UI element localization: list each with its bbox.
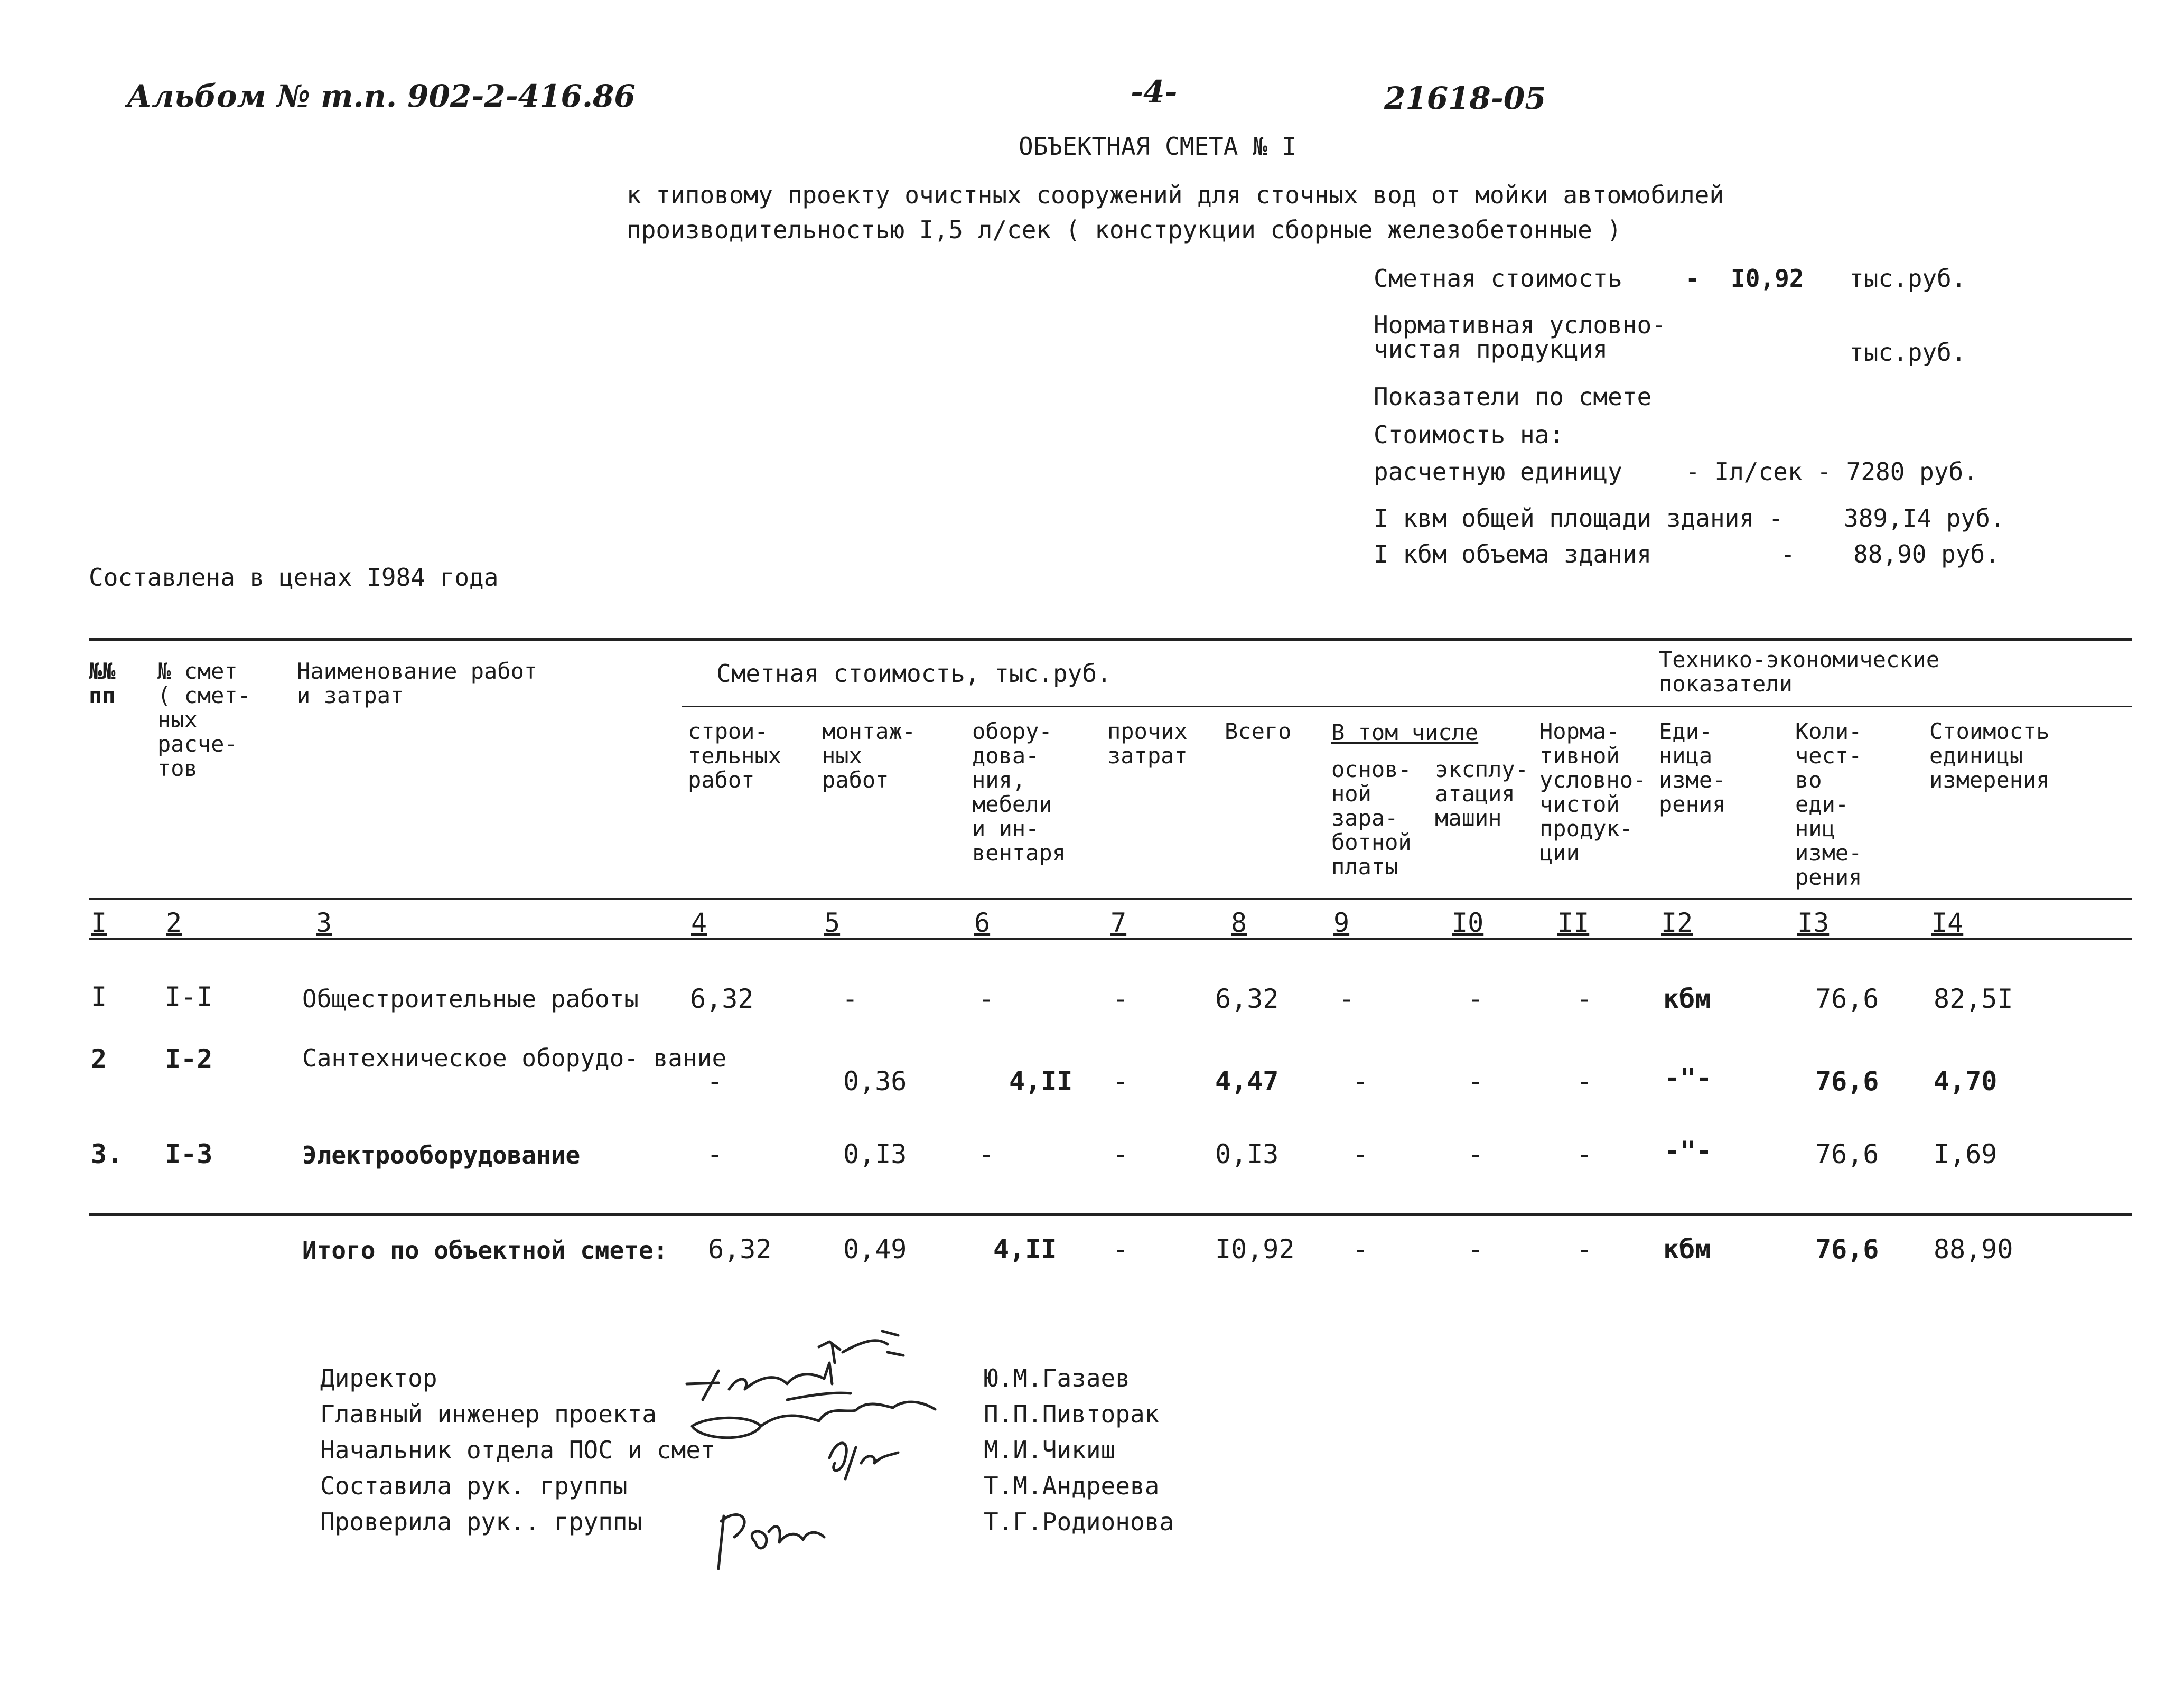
header-estimate-number: № смет ( смет- ных расче- тов (157, 658, 251, 781)
cost-other: - (1113, 1066, 1129, 1097)
total-quantity: 76,6 (1815, 1234, 1879, 1265)
cost-equipment: - (978, 1139, 995, 1169)
cost-dash: - (1685, 264, 1700, 293)
cost-machines: - (1468, 984, 1484, 1014)
calc-unit-value: - Iл/сек - 7280 руб. (1685, 457, 1978, 486)
unit-cost: 4,70 (1934, 1066, 1998, 1097)
estimate-number: I-2 (165, 1044, 213, 1074)
area-label: I квм общей площади здания - (1374, 504, 1784, 532)
header-machines: эксплу- атация машин (1435, 756, 1529, 831)
total-top-rule (89, 1213, 2132, 1216)
header-unit-cost: Стоимость единицы измерения (1929, 718, 2050, 793)
quantity: 76,6 (1815, 1066, 1879, 1097)
name-compiled-by: Т.М.Андреева (984, 1472, 1160, 1500)
cost-group-rule (682, 706, 1669, 707)
column-number: 6 (974, 907, 991, 938)
position-checked-by: Проверила рук.. группы (320, 1508, 642, 1536)
total-wages: - (1352, 1234, 1369, 1265)
work-name: Сантехническое оборудо- вание (302, 1044, 727, 1072)
page-number: -4- (1131, 74, 1178, 110)
row-number: 2 (91, 1044, 107, 1074)
prices-note: Составлена в ценах I984 года (89, 563, 499, 592)
normative-product: - (1576, 1066, 1593, 1097)
document-number: 21618-05 (1384, 80, 1546, 116)
normative-product: - (1576, 1139, 1593, 1169)
cost-construction: - (707, 1139, 723, 1169)
normative-product: - (1576, 984, 1593, 1014)
album-reference: Альбом № т.п. 902-2-416.86 (127, 78, 636, 114)
subtitle-line-1: к типовому проекту очистных сооружений для сточных вод от мойки автомобилей (627, 181, 1724, 209)
quantity: 76,6 (1815, 984, 1879, 1014)
header-mounting: монтаж- ных работ (822, 718, 916, 793)
header-bottom-rule (89, 898, 2132, 900)
header-construction: строи- тельных работ (688, 718, 782, 793)
total-cost: I0,92 (1215, 1234, 1295, 1265)
position-department-head: Начальник отдела ПОС и смет (320, 1436, 715, 1464)
cost-wages: - (1352, 1066, 1369, 1097)
total-other: - (1113, 1234, 1129, 1265)
cost-equipment: 4,II (1009, 1066, 1073, 1097)
tech-group-rule (1659, 706, 2132, 707)
position-compiled-by: Составила рук. группы (320, 1472, 628, 1500)
column-number: 3 (316, 907, 332, 938)
total-normative-product: - (1576, 1234, 1593, 1265)
column-number: I4 (1931, 907, 1964, 938)
column-number: 7 (1110, 907, 1127, 938)
volume-label: I кбм объема здания (1374, 540, 1652, 568)
cost-label: Сметная стоимость (1374, 264, 1622, 293)
unit: кбм (1663, 984, 1711, 1014)
cost-total: 6,32 (1215, 984, 1279, 1014)
estimate-number: I-3 (165, 1139, 213, 1169)
column-number: I0 (1452, 907, 1484, 938)
unit: -"- (1664, 1136, 1712, 1166)
cost-other: - (1113, 984, 1129, 1014)
total-construction: 6,32 (708, 1234, 772, 1265)
cost-other: - (1113, 1139, 1129, 1169)
calc-unit-label: расчетную единицу (1374, 457, 1622, 486)
total-unit: кбм (1663, 1234, 1711, 1265)
nup-unit: тыс.руб. (1849, 338, 1966, 367)
column-number: 8 (1231, 907, 1247, 938)
volume-value: 88,90 руб. (1853, 540, 2000, 568)
total-equipment: 4,II (993, 1234, 1057, 1265)
column-number: 5 (824, 907, 841, 938)
header-work-name: Наименование работ и затрат (297, 658, 538, 708)
cost-mounting: 0,36 (843, 1066, 907, 1097)
column-number: 4 (691, 907, 707, 938)
header-quantity: Коли- чест- во еди- ниц изме- рения (1795, 718, 1862, 890)
indicators-label: Показатели по смете (1374, 382, 1652, 411)
area-value: 389,I4 руб. (1844, 504, 2005, 532)
column-number: 9 (1333, 907, 1350, 938)
total-unit-cost: 88,90 (1934, 1234, 2013, 1265)
cost-total: 4,47 (1215, 1066, 1279, 1097)
cost-machines: - (1468, 1139, 1484, 1169)
cost-construction: - (707, 1066, 723, 1097)
header-equipment: обору- дова- ния, мебели и ин- вентаря (972, 718, 1066, 866)
table-top-rule (89, 638, 2132, 641)
cost-construction: 6,32 (690, 984, 754, 1014)
column-number: I3 (1797, 907, 1830, 938)
cost-mounting: - (842, 984, 858, 1014)
cost-unit: тыс.руб. (1849, 264, 1966, 293)
unit: -"- (1664, 1063, 1712, 1093)
header-row-number: №№ пп (89, 658, 116, 708)
work-name: Электрооборудование (302, 1141, 581, 1169)
unit-cost: 82,5I (1934, 984, 2013, 1014)
row-number: I (91, 981, 107, 1012)
total-label: Итого по объектной смете: (302, 1236, 668, 1265)
header-other: прочих затрат (1107, 718, 1188, 769)
cost-machines: - (1468, 1066, 1484, 1097)
column-number: 2 (166, 907, 182, 938)
cost-on-label: Стоимость на: (1374, 420, 1564, 449)
cost-mounting: 0,I3 (843, 1139, 907, 1169)
handwritten-signatures (655, 1321, 993, 1616)
header-tech-group: Технико-экономические показатели (1659, 647, 1940, 697)
nup-label-1: Нормативная условно- (1374, 311, 1666, 339)
estimate-number: I-I (165, 981, 213, 1012)
cost-wages: - (1352, 1139, 1369, 1169)
cost-wages: - (1339, 984, 1355, 1014)
header-unit: Еди- ница изме- рения (1659, 718, 1726, 817)
cost-equipment: - (978, 984, 995, 1014)
header-wages: основ- ной зара- ботной платы (1331, 756, 1412, 879)
total-machines: - (1468, 1234, 1484, 1265)
position-chief-engineer: Главный инженер проекта (320, 1400, 657, 1428)
column-numbers-rule (89, 938, 2132, 940)
nup-label-2: чистая продукция (1374, 335, 1608, 363)
column-number: I2 (1661, 907, 1693, 938)
cost-value: I0,92 (1731, 264, 1804, 293)
name-checked-by: Т.Г.Родионова (984, 1508, 1174, 1536)
cost-total: 0,I3 (1215, 1139, 1279, 1169)
column-number: I (91, 907, 107, 938)
header-cost-group: Сметная стоимость, тыс.руб. (716, 659, 1112, 688)
row-number: 3. (91, 1139, 123, 1169)
quantity: 76,6 (1815, 1139, 1879, 1169)
position-director: Директор (320, 1364, 437, 1392)
total-mounting: 0,49 (843, 1234, 907, 1265)
subtitle-line-2: производительностью I,5 л/сек ( конструкции сборные железобетонные ) (627, 216, 1622, 244)
volume-dash: - (1780, 540, 1795, 568)
name-director: Ю.М.Газаев (984, 1364, 1130, 1392)
work-name: Общестроительные работы (302, 985, 639, 1013)
name-chief-engineer: П.П.Пивторак (984, 1400, 1160, 1428)
page-title: ОБЪЕКТНАЯ СМЕТА № I (1019, 132, 1297, 161)
unit-cost: I,69 (1934, 1139, 1998, 1169)
header-normative-product: Норма- тивной условно- чистой продук- ции (1539, 718, 1647, 866)
name-department-head: М.И.Чикиш (984, 1436, 1116, 1464)
header-total: Всего (1225, 718, 1292, 744)
header-including: В том числе (1331, 719, 1479, 745)
column-number: II (1557, 907, 1590, 938)
